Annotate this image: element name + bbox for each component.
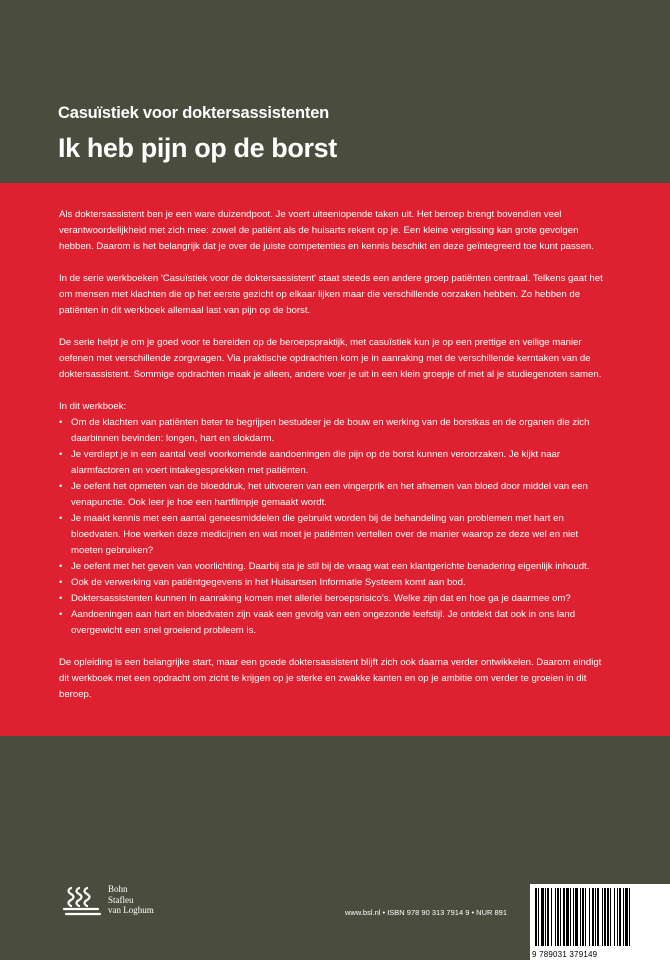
publisher-line: van Loghum (108, 905, 154, 915)
list-item: • Je oefent met het geven van voorlichting. Daarbij sta je stil bij de vraag wat een klantgerichte benadering eigenlijk inhoudt. (59, 559, 611, 575)
header-band (0, 0, 670, 183)
list-item: • Je verdiept je in een aantal veel voorkomende aandoeningen die pijn op de borst kunnen veroorzaken. Je kijkt naar alarmfactoren en voert intakegesprekken met patiënten. (59, 447, 611, 479)
publisher-line: Bohn (108, 884, 128, 894)
list-item: • Aandoeningen aan hart en bloedvaten zijn vaak een gevolg van een ongezonde leefstijl. Je ontdekt dat ook in ons land overgewicht een snel groeiend probleem is. (59, 607, 611, 639)
list-heading: In dit werkboek: (59, 401, 127, 412)
series-paragraph: In de serie werkboeken 'Casuïstiek voor de doktersassistent' staat steeds een andere groep patiënten centraal. Telkens gaat het om mensen met klachten die op het eerste gezicht op elkaar lijken maar die verschillende oorzaken hebben. Zo hebben de patiënten in dit werkboek allemaal last van pijn op de borst. (59, 273, 603, 316)
intro-paragraph: Als doktersassistent ben je een ware duizendpoot. Je voert uiteenlopende taken uit. Het beroep brengt bovendien veel verantwoordelijkheid met zich mee: zowel de patiënt als de huisarts rekent op je. Een kleine vergissing kan grote gevolgen hebben. Daarom is het belangrijk dat je over de juiste competenties en kennis beschikt en deze geïntegreerd toe kunt passen. (59, 209, 594, 252)
barcode (535, 888, 663, 946)
help-paragraph: De serie helpt je om je goed voor te bereiden op de beroepspraktijk, met casuïstiek kun je op een prettige en veilige manier oefenen met verschillende zorgvragen. Via praktische opdrachten kom je in aanraking met de verschillende kerntaken van de doktersassistent. Sommige opdrachten maak je alleen, andere voer je uit in een klein groepje of met al je studiegenoten samen. (59, 337, 602, 380)
barcode-number: 9 789031 379149 (532, 950, 598, 959)
list-item: • Je oefent het opmeten van de bloeddruk, het uitvoeren van een vingerprik en het afnemen van bloed door middel van een venapunctie. Ook leer je hoe een hartfilmpje gemaakt wordt. (59, 479, 611, 511)
list-item: • Je maakt kennis met een aantal geneesmiddelen die gebruikt worden bij de behandeling van problemen met hart en bloedvaten. Hoe werken deze medicijnen en wat moet je patiënten vertellen over de manier waarop ze deze wel en niet moeten gebruiken? (59, 511, 611, 559)
series-title: Casuïstiek voor doktersassistenten (58, 104, 330, 122)
description-text (59, 207, 611, 719)
publisher-name (108, 884, 154, 916)
publisher-line: Stafleu (108, 894, 134, 905)
isbn-line: www.bsl.nl • ISBN 978 90 313 7914 9 • NUR 891 (345, 908, 508, 917)
list-item: • Ook de verwerking van patiëntgegevens in het Huisartsen Informatie Systeem komt aan bod. (59, 575, 611, 591)
book-title: Ik heb pijn op de borst (58, 133, 337, 163)
closing-paragraph: De opleiding is een belangrijke start, maar een goede doktersassistent blijft zich ook daarna verder ontwikkelen. Daarom eindigt dit werkboek met een opdracht om zicht te krijgen op je sterke en zwakke kanten en op je ambitie om verder te groeien in dit beroep. (59, 657, 602, 700)
contents-list (59, 415, 611, 639)
list-item: • Doktersassistenten kunnen in aanraking komen met allerlei beroepsrisico's. Welke zijn dat en hoe ga je daarmee om? (59, 591, 611, 607)
barcode-box (530, 884, 670, 960)
bsl-logo-icon (62, 884, 102, 918)
list-item: • Om de klachten van patiënten beter te begrijpen bestudeer je de bouw en werking van de borstkas en de organen die zich daarbinnen bevinden: longen, hart en slokdarm. (59, 415, 611, 447)
